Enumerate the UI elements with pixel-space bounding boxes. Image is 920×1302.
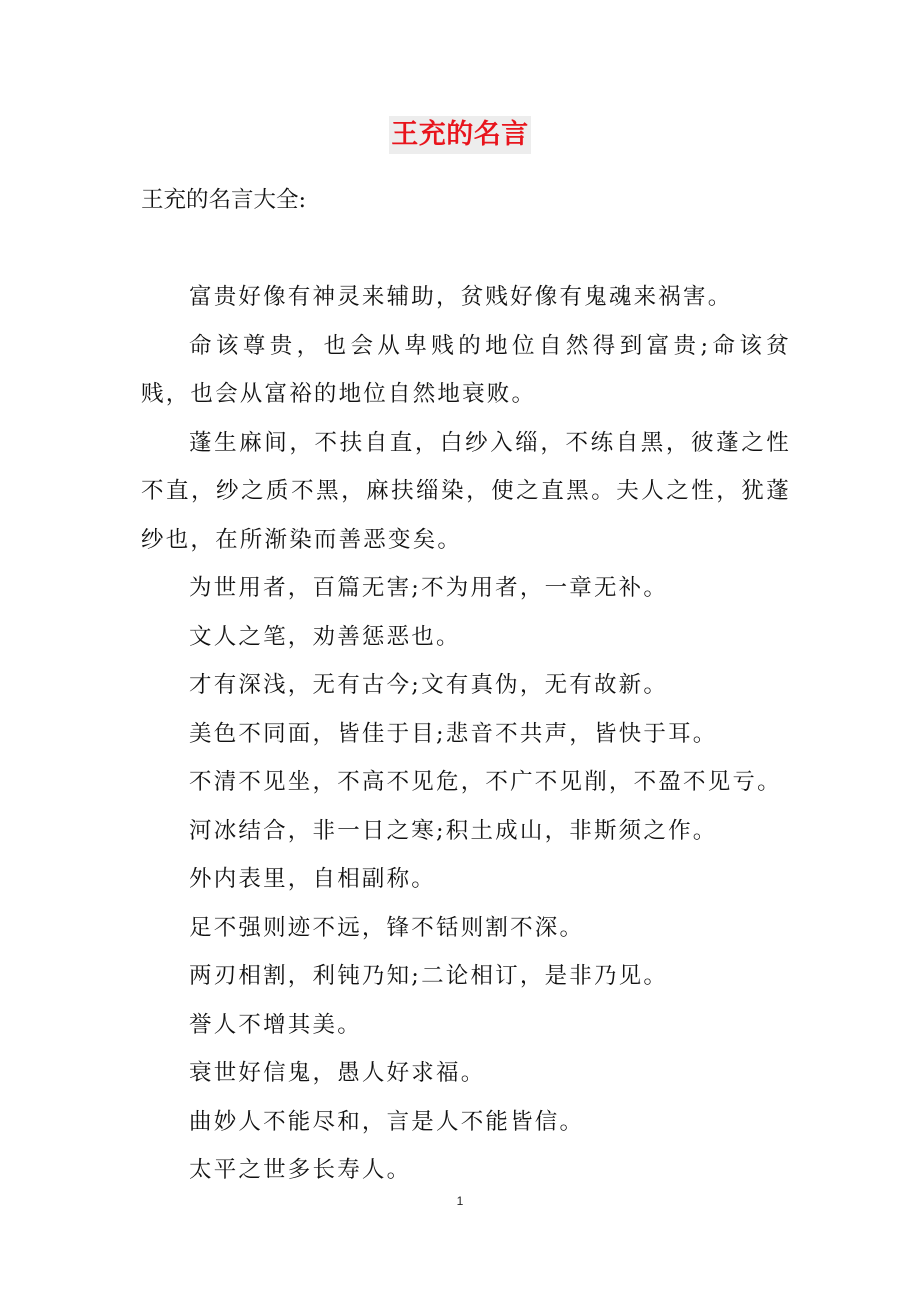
quote-paragraph: 蓬生麻间，不扶自直，白纱入缁，不练自黑，彼蓬之性不直，纱之质不黑，麻扶缁染，使之直黑。夫人之性，犹蓬纱也，在所渐染而善恶变矣。 xyxy=(141,429,791,553)
page-number: 1 xyxy=(456,1194,464,1208)
quote-paragraph: 曲妙人不能尽和，言是人不能皆信。 xyxy=(189,1108,585,1135)
quote-paragraph: 才有深浅，无有古今;文有真伪，无有故新。 xyxy=(189,672,669,698)
quote-paragraph: 命该尊贵，也会从卑贱的地位自然得到富贵;命该贫贱，也会从富裕的地位自然地衰败。 xyxy=(141,332,791,407)
quote-paragraph: 美色不同面，皆佳于目;悲音不共声，皆快于耳。 xyxy=(189,720,718,747)
quote-paragraph: 誉人不增其美。 xyxy=(189,1011,362,1038)
quote-paragraph: 不清不见坐，不高不见危，不广不见削，不盈不见亏。 xyxy=(189,769,782,795)
quote-paragraph: 文人之笔，劝善惩恶也。 xyxy=(189,623,461,650)
title-container xyxy=(0,116,920,154)
quote-paragraph: 富贵好像有神灵来辅助，贫贱好像有鬼魂来祸害。 xyxy=(189,284,733,310)
quote-paragraph: 衰世好信鬼，愚人好求福。 xyxy=(189,1060,486,1086)
intro-line: 王充的名言大全: xyxy=(141,187,307,213)
document-body xyxy=(141,176,791,1195)
quote-paragraph: 外内表里，自相副称。 xyxy=(189,866,437,892)
quote-paragraph: 太平之世多长寿人。 xyxy=(189,1157,412,1183)
quote-paragraph: 为世用者，百篇无害;不为用者，一章无补。 xyxy=(189,575,669,601)
quote-paragraph: 足不强则迹不远，锋不铦则割不深。 xyxy=(189,914,585,941)
quote-paragraph: 两刃相割，利钝乃知;二论相订，是非乃见。 xyxy=(189,963,669,989)
blank-line xyxy=(141,225,791,274)
quote-paragraph: 河冰结合，非一日之寒;积土成山，非斯须之作。 xyxy=(189,817,718,844)
document-title: 王充的名言 xyxy=(389,116,531,154)
